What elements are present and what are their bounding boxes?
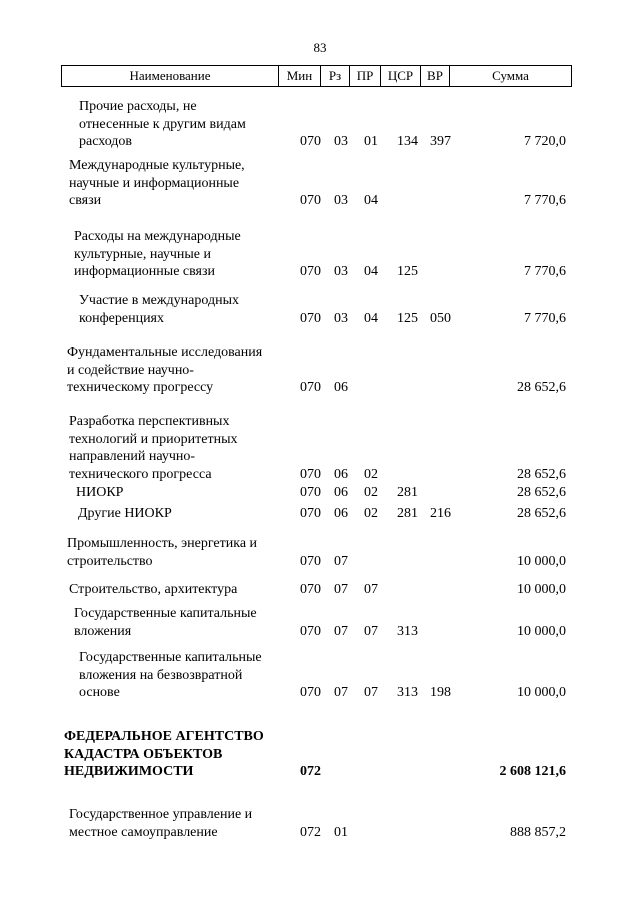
row-name: [69, 157, 291, 210]
cell-min: 072: [300, 764, 321, 779]
row-name: [79, 292, 301, 327]
cell-min: 070: [300, 380, 321, 395]
cell-min: 070: [300, 485, 321, 500]
cell-sum: 10 000,0: [517, 582, 566, 597]
cell-sum: 28 652,6: [517, 506, 566, 521]
table-row: [0, 228, 640, 281]
table-row: [0, 728, 640, 781]
cell-pr: 07: [364, 623, 378, 639]
cell-pr: 02: [364, 485, 378, 500]
row-name-line: технологий и приоритетных: [69, 431, 238, 447]
row-name-line: Прочие расходы, не: [79, 99, 197, 114]
cell-sum: 888 857,2: [510, 824, 566, 840]
cell-sum: 28 652,6: [517, 466, 566, 482]
cell-min: 070: [300, 193, 321, 208]
cell-pr: 04: [364, 193, 378, 208]
header-vr: ВР: [421, 66, 450, 87]
cell-sum: 7 770,6: [524, 264, 566, 279]
cell-pr: 02: [364, 466, 378, 482]
header-name: Наименование: [62, 66, 279, 87]
cell-csr: 134: [397, 134, 418, 149]
cell-min: 070: [300, 466, 321, 482]
cell-sum: 10 000,0: [517, 553, 566, 569]
table-row: [0, 649, 640, 702]
table-row: [0, 505, 640, 523]
row-name: [79, 98, 301, 151]
row-name: [79, 649, 301, 702]
table-row: [0, 157, 640, 210]
row-name-line: научные и информационные: [69, 175, 240, 191]
row-name-line: основе: [79, 685, 120, 700]
table-row: [0, 484, 640, 502]
table-row: [0, 413, 640, 483]
cell-pr: 04: [364, 310, 378, 326]
row-name-line: техническому прогрессу: [67, 380, 214, 395]
row-name-line: технического прогресса: [69, 466, 212, 482]
cell-pr: 01: [364, 134, 378, 149]
cell-csr: 281: [397, 506, 418, 521]
cell-vr: 198: [430, 685, 451, 700]
cell-min: 070: [300, 506, 321, 521]
cell-sum: 7 720,0: [524, 134, 566, 149]
header-min: Мин: [279, 66, 321, 87]
cell-sum: 28 652,6: [517, 380, 566, 395]
row-name-line: Государственные капитальные: [74, 606, 257, 621]
table-row: [0, 605, 640, 640]
cell-csr: 313: [397, 623, 418, 639]
cell-rz: 07: [334, 553, 348, 569]
row-name-line: Международные культурные,: [69, 158, 245, 173]
row-name-line: конференциях: [79, 310, 164, 326]
row-name: [64, 728, 286, 781]
cell-min: 070: [300, 623, 321, 639]
cell-csr: 125: [397, 264, 418, 279]
row-name-line: вложения: [74, 623, 132, 639]
cell-pr: 07: [364, 685, 378, 700]
cell-rz: 07: [334, 685, 348, 700]
cell-sum: 7 770,6: [524, 310, 566, 326]
cell-rz: 06: [334, 485, 348, 500]
cell-rz: 07: [334, 623, 348, 639]
cell-sum: 2 608 121,6: [499, 764, 566, 779]
cell-rz: 03: [334, 264, 348, 279]
row-name-line: и содействие научно-: [67, 362, 194, 378]
cell-sum: 10 000,0: [517, 685, 566, 700]
row-name: [69, 413, 291, 483]
table-row: [0, 98, 640, 151]
row-name-line: расходов: [79, 134, 133, 149]
cell-rz: 03: [334, 134, 348, 149]
row-name-line: Другие НИОКР: [78, 506, 172, 521]
cell-rz: 06: [334, 380, 348, 395]
row-name: [74, 605, 296, 640]
row-name-line: Государственные капитальные: [79, 650, 262, 665]
table-row: [0, 344, 640, 397]
row-name-line: НИОКР: [76, 485, 124, 500]
column-header: [61, 65, 572, 87]
row-name-line: направлений научно-: [69, 449, 196, 464]
row-name-line: КАДАСТРА ОБЪЕКТОВ: [64, 746, 223, 762]
cell-pr: 07: [364, 582, 378, 597]
cell-rz: 03: [334, 310, 348, 326]
cell-rz: 07: [334, 582, 348, 597]
cell-sum: 7 770,6: [524, 193, 566, 208]
cell-vr: 050: [430, 310, 451, 326]
cell-min: 070: [300, 685, 321, 700]
row-name-line: Участие в международных: [79, 293, 240, 308]
cell-min: 070: [300, 553, 321, 569]
table-row: [0, 581, 640, 599]
cell-min: 070: [300, 582, 321, 597]
header-sum: Сумма: [450, 66, 572, 87]
row-name: [69, 806, 291, 841]
row-name-line: строительство: [67, 553, 153, 569]
row-name-line: культурные, научные и: [74, 246, 212, 262]
cell-pr: 04: [364, 264, 378, 279]
header-rz: Рз: [321, 66, 350, 87]
row-name: [67, 535, 289, 570]
cell-vr: 216: [430, 506, 451, 521]
row-name: [74, 228, 296, 281]
row-name-line: ФЕДЕРАЛЬНОЕ АГЕНТСТВО: [64, 729, 264, 744]
row-name-line: связи: [69, 193, 102, 208]
cell-csr: 313: [397, 685, 418, 700]
row-name-line: Фундаментальные исследования: [67, 345, 263, 360]
cell-min: 072: [300, 824, 321, 840]
cell-min: 070: [300, 264, 321, 279]
header-csr: ЦСР: [381, 66, 421, 87]
row-name: [69, 581, 291, 599]
cell-min: 070: [300, 134, 321, 149]
row-name-line: информационные связи: [74, 264, 216, 279]
row-name-line: Расходы на международные: [74, 229, 241, 244]
row-name: [67, 344, 289, 397]
cell-rz: 06: [334, 466, 348, 482]
cell-rz: 01: [334, 824, 348, 840]
cell-rz: 03: [334, 193, 348, 208]
row-name-line: местное самоуправление: [69, 824, 218, 840]
table-row: [0, 535, 640, 570]
page-number: 83: [313, 40, 327, 55]
table-row: [0, 806, 640, 841]
cell-sum: 28 652,6: [517, 485, 566, 500]
cell-rz: 06: [334, 506, 348, 521]
cell-csr: 125: [397, 310, 418, 326]
row-name: [78, 505, 300, 523]
row-name-line: Разработка перспективных: [69, 414, 230, 429]
cell-sum: 10 000,0: [517, 623, 566, 639]
table-row: [0, 292, 640, 327]
row-name-line: вложения на безвозвратной: [79, 667, 243, 683]
row-name-line: отнесенные к другим видам: [79, 116, 246, 132]
row-name: [76, 484, 298, 502]
row-name-line: Строительство, архитектура: [69, 582, 238, 597]
cell-csr: 281: [397, 485, 418, 500]
header-pr: ПР: [350, 66, 381, 87]
row-name-line: НЕДВИЖИМОСТИ: [64, 764, 194, 779]
cell-vr: 397: [430, 134, 451, 149]
row-name-line: Государственное управление и: [69, 807, 253, 822]
cell-min: 070: [300, 310, 321, 326]
row-name-line: Промышленность, энергетика и: [67, 536, 258, 551]
cell-pr: 02: [364, 506, 378, 521]
